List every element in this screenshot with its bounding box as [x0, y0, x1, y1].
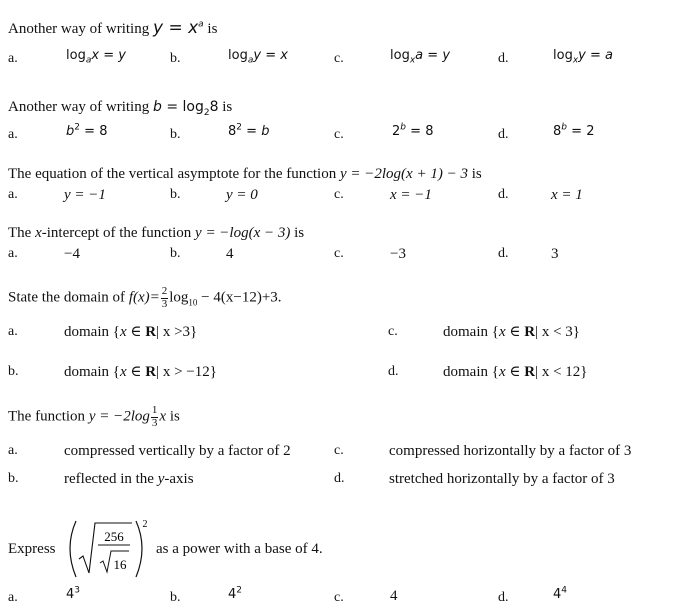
q3-option-b-label: b. — [170, 187, 181, 202]
q1-option-b-label: b. — [170, 51, 181, 66]
q7-left-paren — [70, 521, 76, 577]
question-6-prompt: The function y = −2log $\frac{1}{3}$ x is — [8, 404, 180, 429]
question-4-prompt: The x-intercept of the function y = −log(x − 3) is — [8, 225, 305, 241]
q6-option-b-label: b. — [8, 471, 19, 486]
q1-option-d-label: d. — [498, 51, 509, 66]
question-3-prompt: The equation of the vertical asymptote for the function y = −2log(x + 1) − 3 is — [8, 166, 482, 182]
q7-outer-exponent: 2 — [142, 519, 148, 530]
q4-option-d-value: 3 — [551, 246, 559, 262]
q1-prompt-math: $y = x^a$ — [152, 18, 204, 38]
q3-option-c-label: c. — [334, 187, 344, 202]
question-1-prompt: Another way of writing $y = x^a$ is — [8, 18, 218, 38]
q7-right-paren — [136, 521, 142, 577]
q5-prompt-fraction: $\frac{2}{3}$ — [161, 285, 168, 310]
q4-option-c-value: −3 — [390, 246, 406, 262]
q5-option-d-value: domain {x ∈ R| x < 12} — [443, 364, 588, 380]
q3-option-a-label: a. — [8, 187, 18, 202]
q2-option-b-value: $8^2 = b$ — [228, 122, 270, 139]
q2-option-a-value: $b^2 = 8$ — [66, 122, 108, 139]
q7-option-c-label: c. — [334, 590, 344, 605]
q1-option-d-value: $\log_xy = a$ — [553, 48, 614, 66]
q6-option-c-label: c. — [334, 443, 344, 458]
question-2-prompt: Another way of writing $b = \log_28$ is — [8, 99, 233, 118]
q3-option-b-value: y = 0 — [226, 187, 258, 203]
q3-option-a-value: y = −1 — [64, 187, 106, 203]
q4-option-b-value: 4 — [226, 246, 234, 262]
q4-option-a-value: −4 — [64, 246, 80, 262]
q7-prompt-prefix: Express — [8, 541, 56, 557]
q7-option-d-label: d. — [498, 590, 509, 605]
q4-option-c-label: c. — [334, 246, 344, 261]
q1-option-a-value: $\log_ax = y$ — [66, 48, 126, 66]
q4-option-a-label: a. — [8, 246, 18, 261]
q5-option-a-value: domain {x ∈ R| x >3} — [64, 324, 198, 340]
q1-option-c-value: $\log_xa = y$ — [390, 48, 451, 66]
q3-option-d-value: x = 1 — [551, 187, 583, 203]
q1-option-b-value: $\log_ay = x$ — [228, 48, 288, 66]
q6-option-c-value: compressed horizontally by a factor of 3 — [389, 443, 632, 459]
q5-option-c-value: domain {x ∈ R| x < 3} — [443, 324, 580, 340]
question-5-prompt: State the domain of f(x)= $\frac{2}{3}$ $\log_{10} - 4(x-12)+3$. — [8, 285, 282, 310]
q6-option-a-label: a. — [8, 443, 18, 458]
q3-prompt-math: y = −2log(x + 1) − 3 — [339, 166, 468, 182]
q2-prompt-math: $b = \log_28$ — [152, 99, 219, 118]
q4-prompt-math: y = −log(x − 3) — [195, 225, 291, 241]
q7-option-b-label: b. — [170, 590, 181, 605]
q7-prompt-suffix: as a power with a base of 4. — [156, 541, 323, 557]
q6-option-d-label: d. — [334, 471, 345, 486]
q7-option-c-value: 4 — [390, 588, 398, 604]
q5-option-a-label: a. — [8, 324, 18, 339]
q2-option-c-value: 2$^b$ = 8 — [392, 122, 434, 139]
q1-option-a-label: a. — [8, 51, 18, 66]
q1-option-c-label: c. — [334, 51, 344, 66]
q6-prompt-fraction: $\frac{1}{3}$ — [151, 404, 158, 429]
q2-option-d-label: d. — [498, 127, 509, 142]
q6-option-a-value: compressed vertically by a factor of 2 — [64, 443, 291, 459]
q7-option-d-value: $4^4$ — [553, 585, 568, 602]
q2-option-a-label: a. — [8, 127, 18, 142]
q7-option-a-label: a. — [8, 590, 18, 605]
q3-option-d-label: d. — [498, 187, 509, 202]
q5-option-d-label: d. — [388, 364, 399, 379]
q2-option-b-label: b. — [170, 127, 181, 142]
q7-option-a-value: $4^3$ — [66, 585, 81, 602]
q3-option-c-value: x = −1 — [390, 187, 432, 203]
q6-option-d-value: stretched horizontally by a factor of 3 — [389, 471, 615, 487]
q7-fraction-denominator: 16 — [113, 557, 127, 572]
q7-fraction-numerator: 256 — [104, 529, 124, 544]
q5-option-b-value: domain {x ∈ R| x > −12} — [64, 364, 217, 380]
q5-option-c-label: c. — [388, 324, 398, 339]
q7-option-b-value: $4^2$ — [228, 585, 243, 602]
q5-option-b-label: b. — [8, 364, 19, 379]
q4-option-d-label: d. — [498, 246, 509, 261]
q7-radical-expression — [62, 515, 154, 581]
q2-option-d-value: 8$^b$ = 2 — [553, 122, 595, 139]
q2-option-c-label: c. — [334, 127, 344, 142]
q6-option-b-value: reflected in the y-axis — [64, 471, 194, 487]
q1-prompt-text: Another way of writing — [8, 21, 150, 37]
q4-option-b-label: b. — [170, 246, 181, 261]
